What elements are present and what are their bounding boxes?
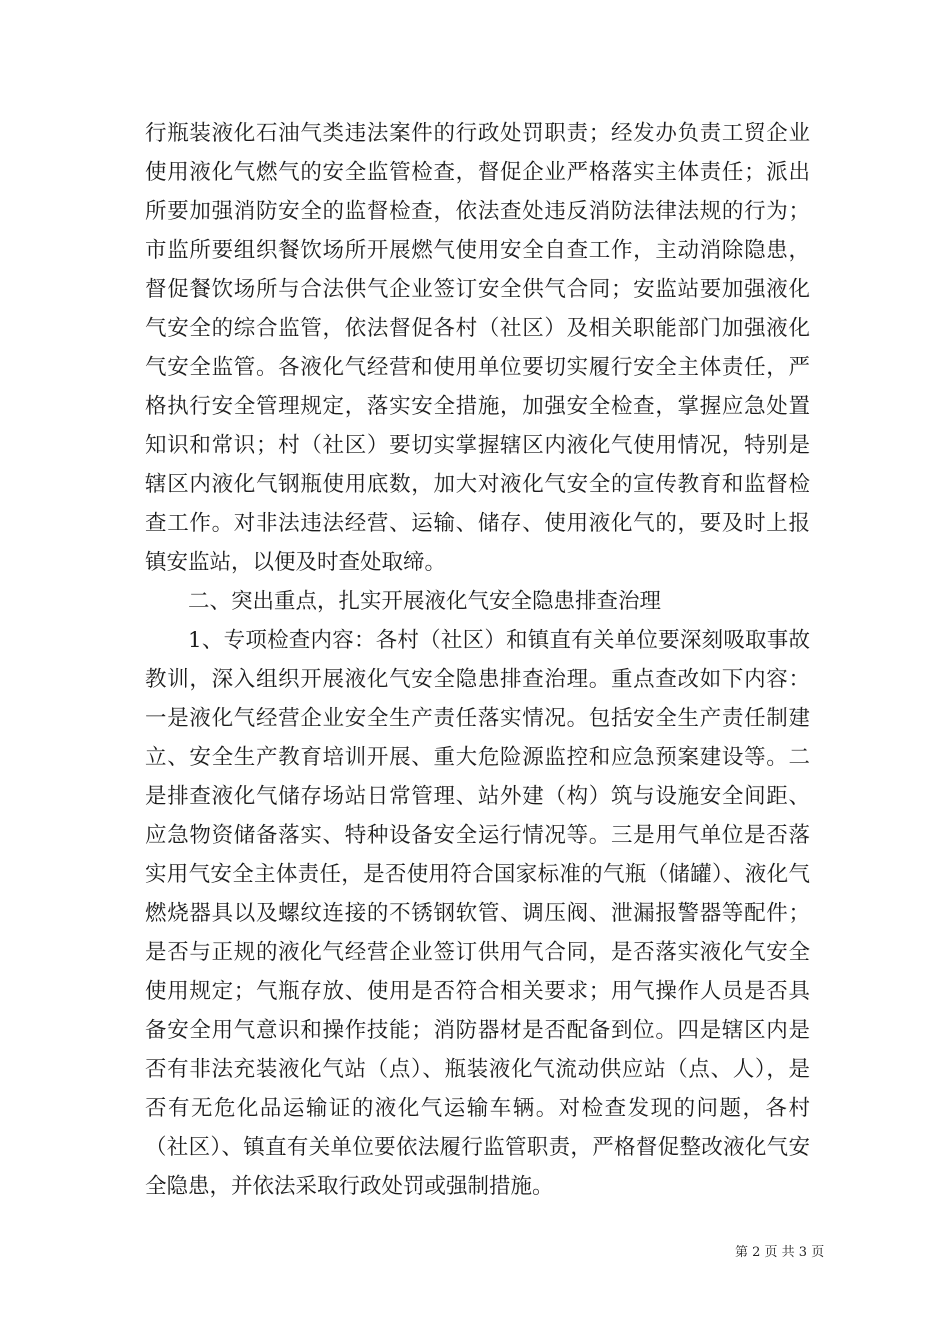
paragraph-inspection-content: 1、专项检查内容：各村（社区）和镇直有关单位要深刻吸取事故教训，深入组织开展液化气安全隐患排查治理。重点查改如下内容：一是液化气经营企业安全生产责任落实情况。包括安全生产责任制建立、安全生产教育培训开展、重大危险源监控和应急预案建设等。二是排查液化气储存场站日常管理、站外建（构）筑与设施安全间距、应急物资储备落实、特种设备安全运行情况等。三是用气单位是否落实用气安全主体责任，是否使用符合国家标准的气瓶（储罐）、液化气燃烧器具以及螺纹连接的不锈钢软管、调压阀、泄漏报警器等配件；是否与正规的液化气经营企业签订供用气合同，是否落实液化气安全使用规定；气瓶存放、使用是否符合相关要求；用气操作人员是否具备安全用气意识和操作技能；消防器材是否配备到位。四是辖区内是否有非法充装液化气站（点）、瓶装液化气流动供应站（点、人），是否有无危化品运输证的液化气运输车辆。对检查发现的问题，各村（社区）、镇直有关单位要依法履行监管职责，严格督促整改液化气安全隐患，并依法采取行政处罚或强制措施。: [145, 628, 810, 1199]
paragraph-continuation: 行瓶装液化石油气类违法案件的行政处罚职责；经发办负责工贸企业使用液化气燃气的安全监管检查，督促企业严格落实主体责任；派出所要加强消防安全的监督检查，依法查处违反消防法律法规的行为；市监所要组织餐饮场所开展燃气使用安全自查工作，主动消除隐患，督促餐饮场所与合法供气企业签订安全供气合同；安监站要加强液化气安全的综合监管，依法督促各村（社区）及相关职能部门加强液化气安全监管。各液化气经营和使用单位要切实履行安全主体责任，严格执行安全管理规定，落实安全措施，加强安全检查，掌握应急处置知识和常识；村（社区）要切实掌握辖区内液化气使用情况，特别是辖区内液化气钢瓶使用底数，加大对液化气安全的宣传教育和监督检查工作。对非法违法经营、运输、储存、使用液化气的，要及时上报镇安监站，以便及时查处取缔。: [145, 121, 810, 575]
page-number-footer: [735, 1245, 824, 1261]
document-body: [145, 114, 810, 1206]
page-number-label: 第 2 页 共 3 页: [735, 1245, 825, 1260]
section-heading: 二、突出重点，扎实开展液化气安全隐患排查治理: [188, 589, 662, 614]
